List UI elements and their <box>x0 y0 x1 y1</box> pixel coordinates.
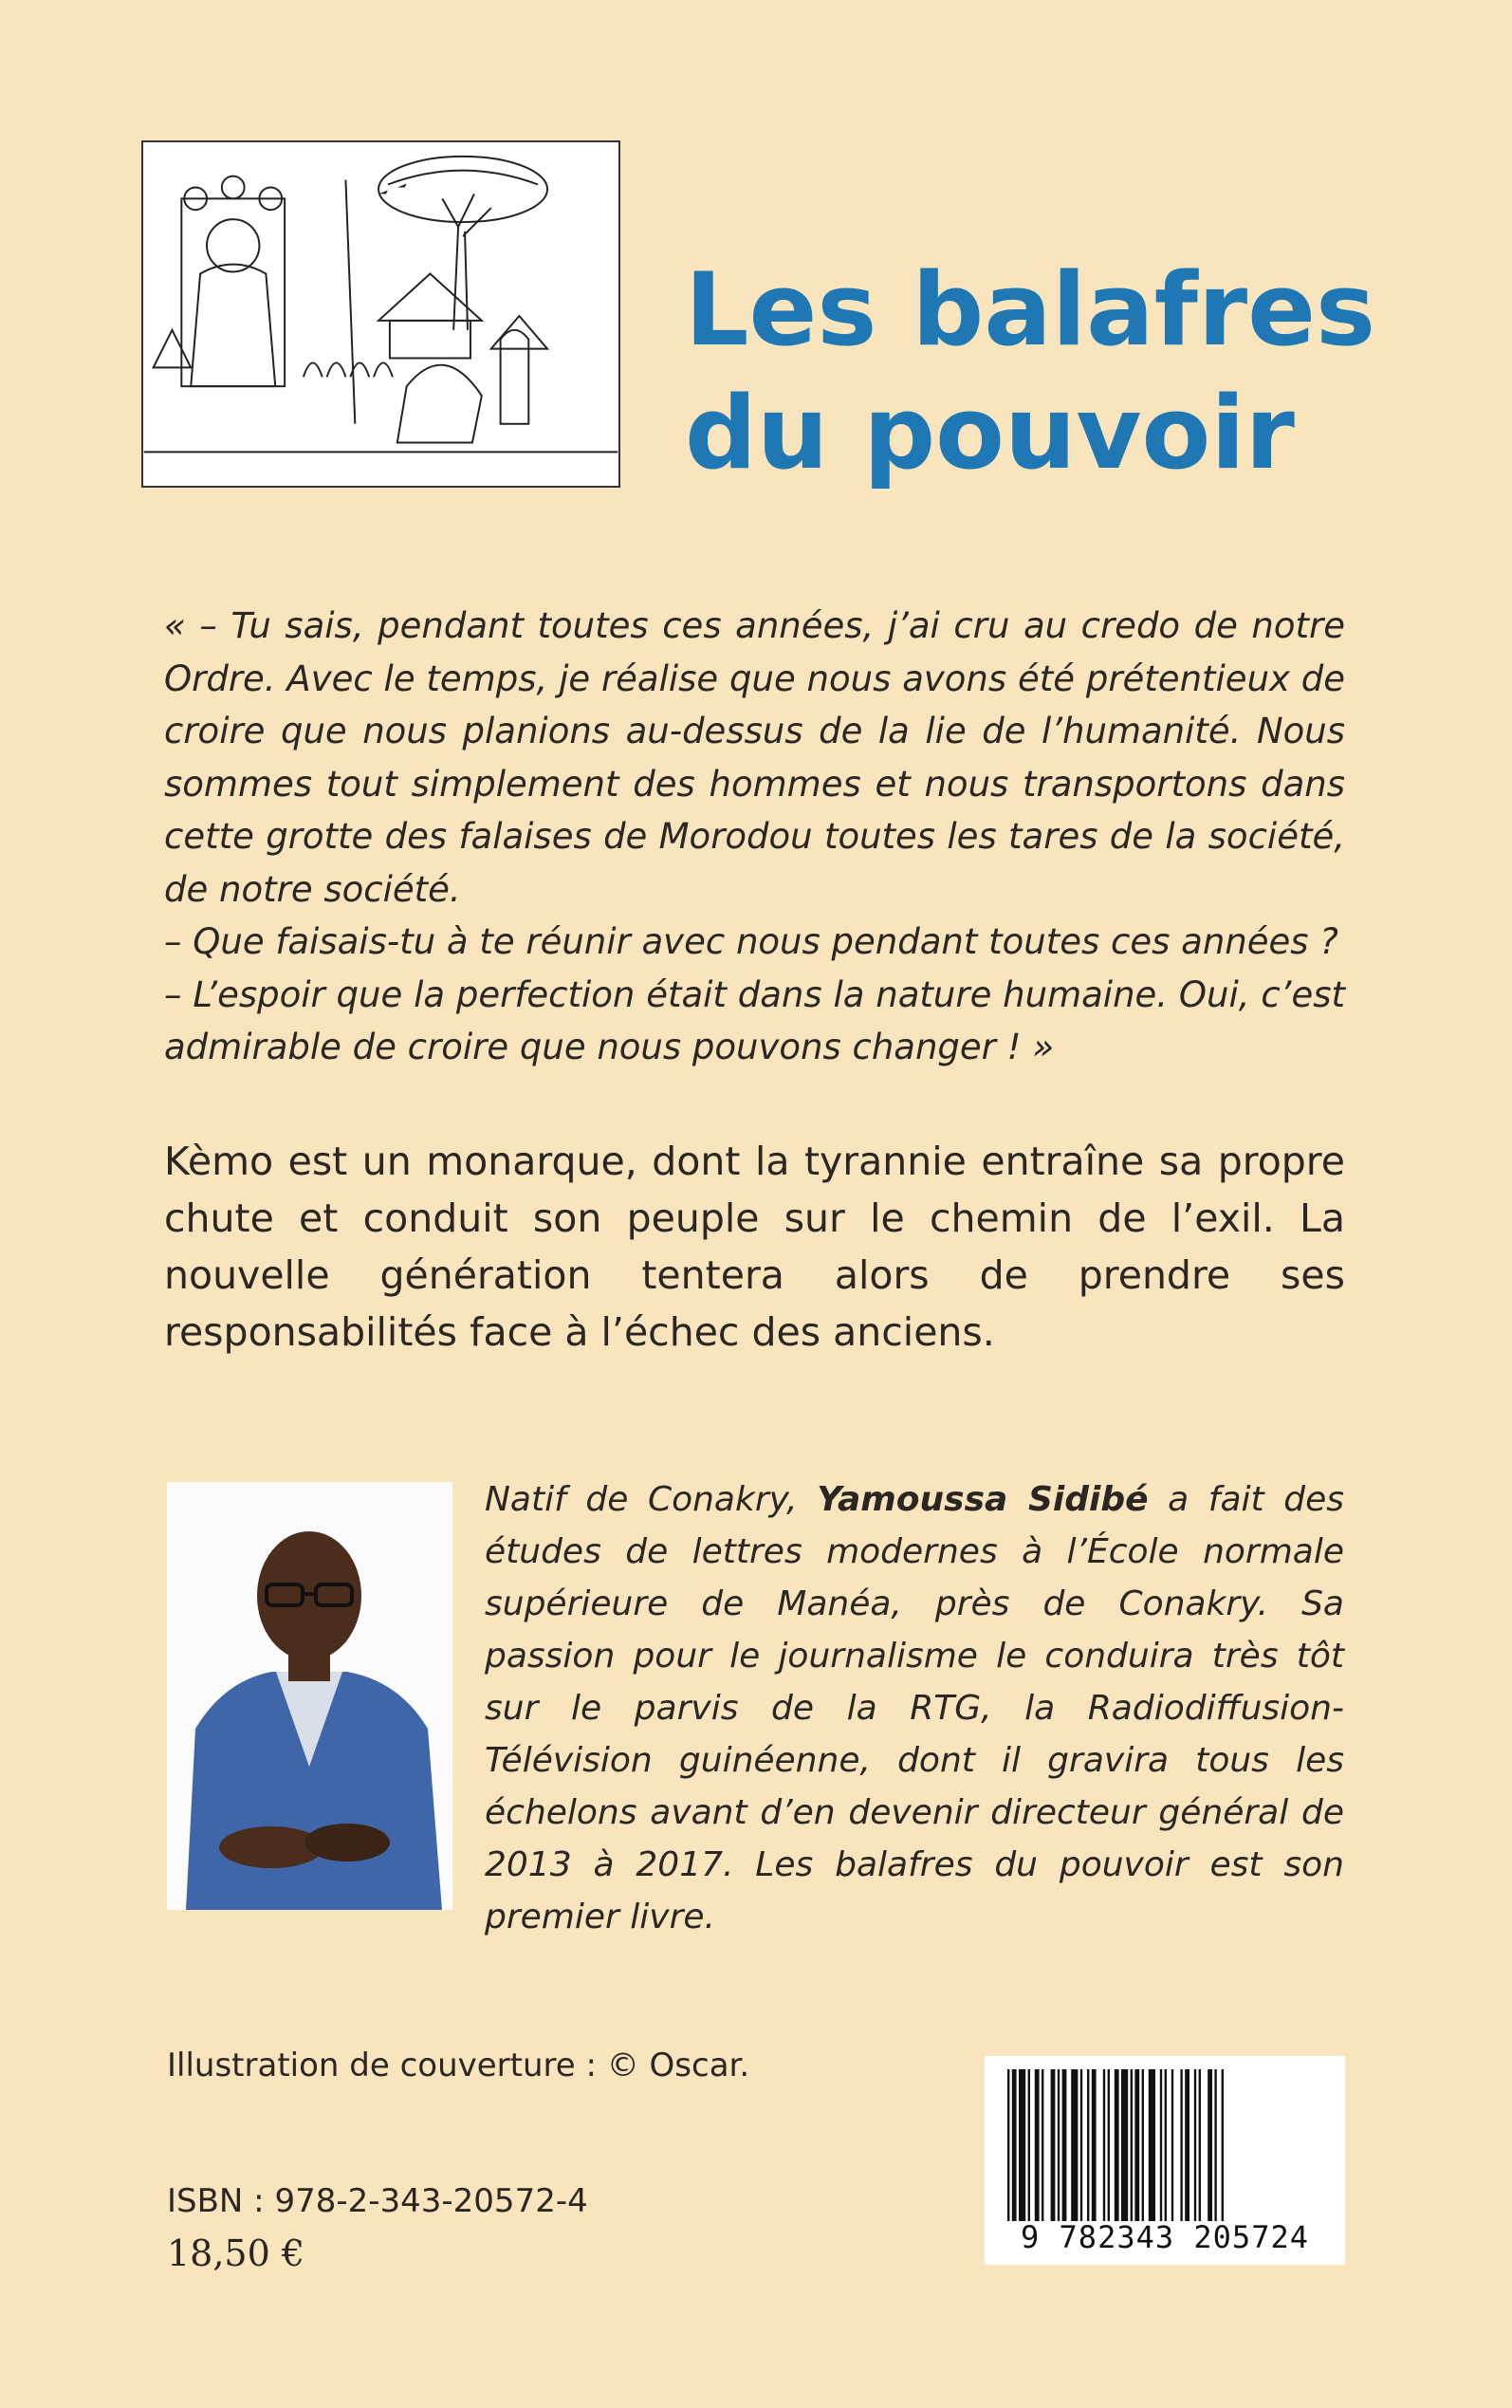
barcode-bar <box>1012 2069 1017 2221</box>
isbn: ISBN : 978-2-343-20572-4 <box>167 2182 588 2220</box>
barcode-bar <box>1071 2069 1078 2221</box>
quote-paragraph-3: – L’espoir que la perfection était dans la nature humaine. Oui, c’est admirable de croire que nous pouvons changer ! » <box>164 973 1345 1067</box>
barcode-bar <box>1058 2069 1060 2221</box>
barcode-digits: 9 782343 205724 <box>1021 2219 1309 2255</box>
barcode-bar <box>1160 2069 1162 2221</box>
barcode-bar <box>1035 2069 1040 2221</box>
barcode-bar <box>1051 2069 1056 2221</box>
barcode-bar <box>1062 2069 1067 2221</box>
barcode-bar <box>1142 2069 1144 2221</box>
book-title <box>685 249 1444 495</box>
barcode <box>985 2056 1345 2265</box>
barcode-bar <box>1194 2069 1196 2221</box>
barcode-bar <box>1019 2069 1025 2221</box>
barcode-bar <box>1121 2069 1128 2221</box>
book-title-line2: du pouvoir <box>685 375 1295 491</box>
book-title-line1: Les balafres <box>685 251 1376 368</box>
price: 18,50 € <box>167 2232 305 2274</box>
barcode-bar <box>1180 2069 1182 2221</box>
book-summary: Kèmo est un monarque, dont la tyrannie entraîne sa propre chute et conduit son peuple sur le chemin de l’exil. La nouvelle génération tentera alors de prendre ses responsabilités face à l’échec des anciens. <box>164 1139 1345 1355</box>
barcode-bar <box>1214 2069 1216 2221</box>
barcode-bar <box>1087 2069 1089 2221</box>
illustration-credit: Illustration de couverture : © Oscar. <box>167 2047 750 2084</box>
quote-paragraph-2: – Que faisais-tu à te réunir avec nous pendant toutes ces années ? <box>164 921 1338 962</box>
barcode-bar <box>1042 2069 1043 2221</box>
bio-prefix: Natif de Conakry, <box>485 1480 818 1519</box>
bio-text: a fait des études de lettres modernes à l’École normale supérieure de Manéa, près de Conakry. Sa passion pour le journalisme le conduira très tôt sur le parvis de la RTG, la Radiodiffusion-Télévision guinéenne, dont il gravira tous les échelons avant d’en devenir directeur général de 2013 à 2017. Les balafres du pouvoir est son premier livre. <box>485 1480 1344 1936</box>
barcode-bar <box>1131 2069 1133 2221</box>
excerpt-quote <box>164 600 1345 1074</box>
barcode-bar <box>1199 2069 1201 2221</box>
author-portrait-icon <box>167 1482 452 1910</box>
barcode-bar <box>1007 2069 1009 2221</box>
barcode-bar <box>1115 2069 1119 2221</box>
quote-paragraph-1: « – Tu sais, pendant toutes ces années, j’ai cru au credo de notre Ordre. Avec le temps, je réalise que nous avons été prétentieux de croire que nous planions au-dessus de la lie de l’humanité. Nous sommes tout simplement des hommes et nous transportons dans cette grotte des falaises de Morodou toutes les tares de la société, de notre société. <box>164 605 1345 910</box>
barcode-bar <box>1222 2069 1224 2221</box>
author-photo <box>167 1482 452 1910</box>
barcode-bar <box>1134 2069 1139 2221</box>
king-court-illustration-icon <box>143 142 618 486</box>
barcode-bar <box>1185 2069 1189 2221</box>
barcode-bar <box>1165 2069 1167 2221</box>
barcode-bar <box>1092 2069 1097 2221</box>
author-bio <box>485 1473 1344 1943</box>
barcode-bar <box>1028 2069 1030 2221</box>
barcode-bars <box>1004 2069 1326 2221</box>
barcode-bar <box>1108 2069 1110 2221</box>
cover-illustration <box>141 140 620 488</box>
barcode-bar <box>1103 2069 1105 2221</box>
barcode-bar <box>1208 2069 1212 2221</box>
author-name: Yamoussa Sidibé <box>817 1480 1149 1519</box>
barcode-bar <box>1171 2069 1173 2221</box>
barcode-bar <box>1149 2069 1155 2221</box>
barcode-bar <box>1080 2069 1082 2221</box>
